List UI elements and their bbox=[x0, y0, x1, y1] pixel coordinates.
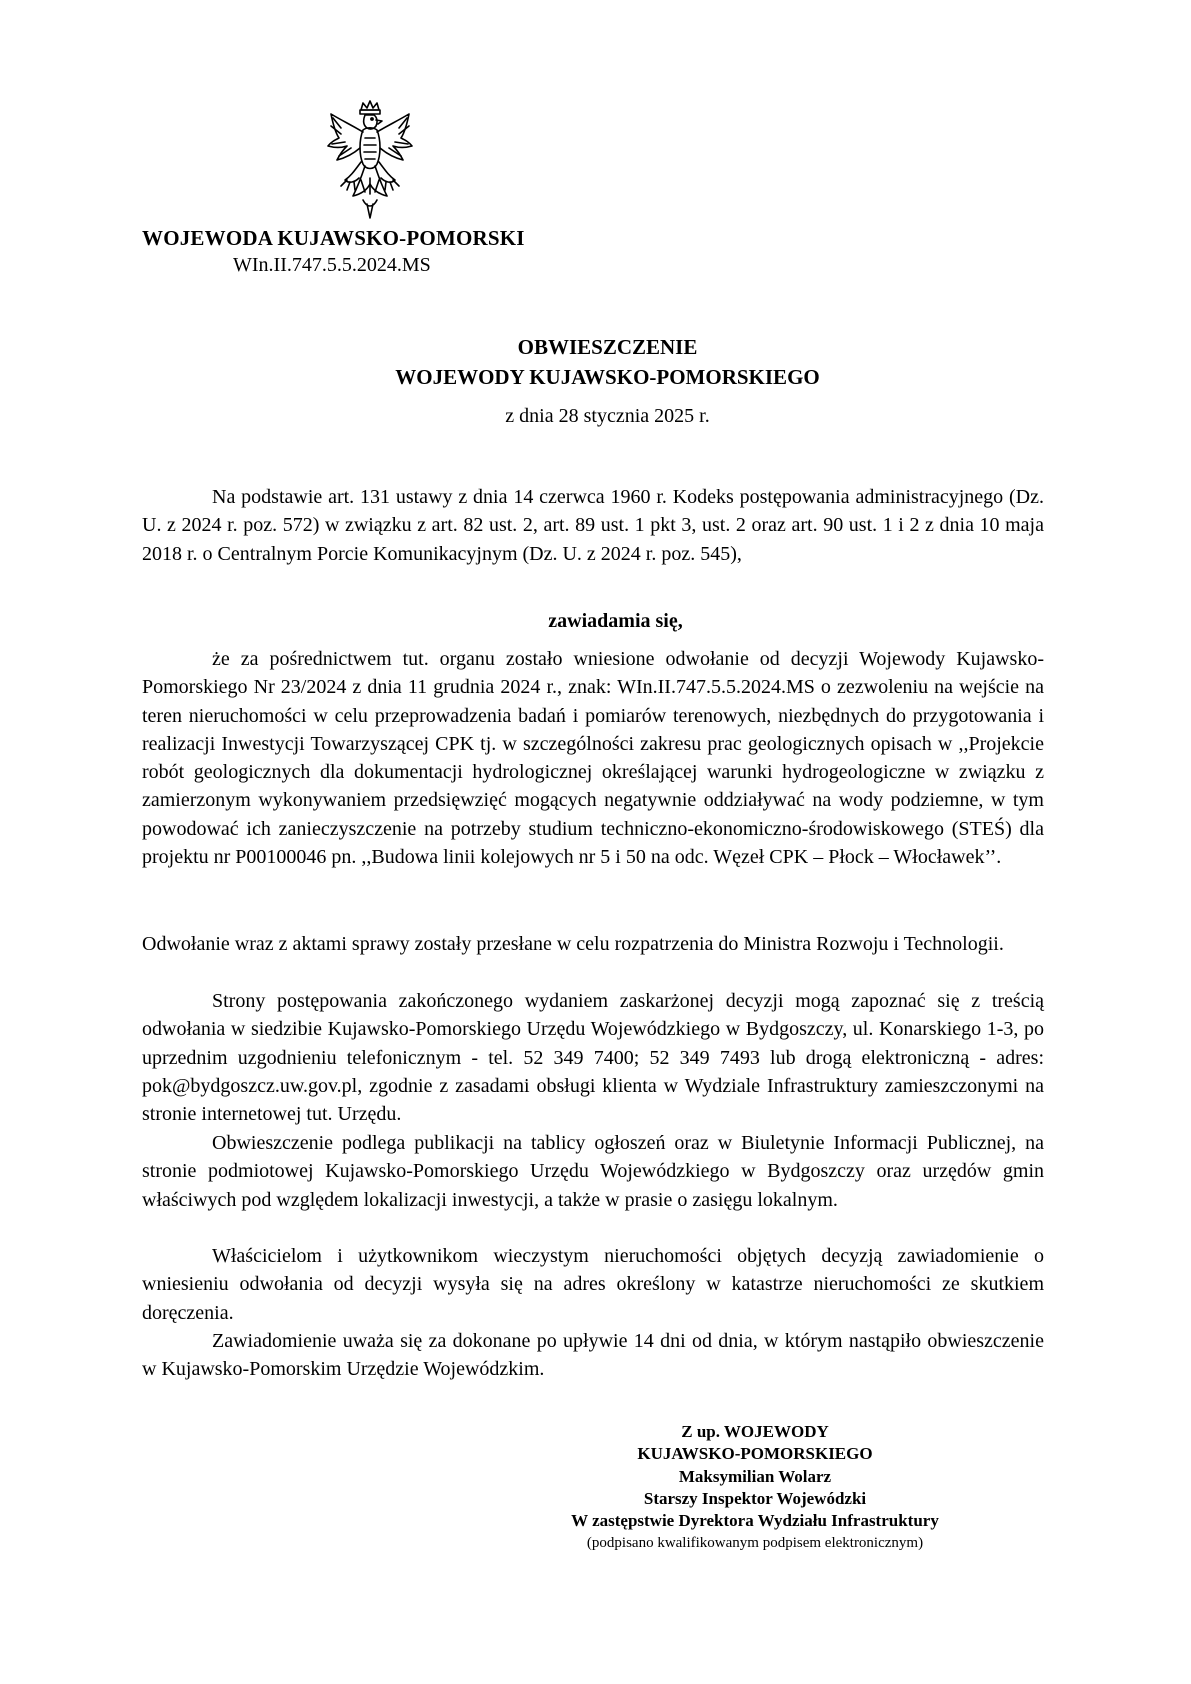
parties-text: Strony postępowania zakończonego wydaniem zaskarżonej decyzji mogą zapoznać się z treścią odwołania w siedzibie Kujawsko-Pomorskiego Urzędu Wojewódzkiego w Bydgoszczy, ul. Konarskiego 1-3, po uprzednim uzgodnieniu telefonicznym - tel. 52 349 7400; 52 349 7493 lub drogą elektroniczną - adres: pok@bydgoszcz.uw.gov.pl, zgodnie z zasadami obsługi klienta w Wydziale Infrastruktury zamieszczonymi na stronie internetowej tut. Urzędu. bbox=[142, 990, 1044, 1126]
parties-paragraph bbox=[142, 987, 1044, 1128]
signature-block bbox=[545, 1421, 965, 1555]
signatory-position: Starszy Inspektor Wojewódzki bbox=[643, 1488, 867, 1508]
document-title: OBWIESZCZENIE bbox=[517, 335, 698, 359]
owners-text: Właścicielom i użytkownikom wieczystym nieruchomości objętych decyzją zawiadomienie o wniesieniu odwołania od decyzji wysyła się na adres określony w katastrze nieruchomości ze skutkiem doręczenia. bbox=[142, 1245, 1044, 1324]
case-reference-number: WIn.II.747.5.5.2024.MS bbox=[233, 254, 431, 276]
signatory-name: Maksymilian Wolarz bbox=[678, 1466, 832, 1486]
transfer-paragraph bbox=[142, 930, 1044, 958]
transfer-text: Odwołanie wraz z aktami sprawy zostały przesłane w celu rozpatrzenia do Ministra Rozwoju i Technologii. bbox=[142, 933, 1004, 955]
main-paragraph bbox=[142, 645, 1044, 871]
notice-heading: zawiadamia się, bbox=[548, 610, 683, 632]
legal-basis-text: Na podstawie art. 131 ustawy z dnia 14 czerwca 1960 r. Kodeks postępowania administracyjnego (Dz. U. z 2024 r. poz. 572) w związku z art. 82 ust. 2, art. 89 ust. 1 pkt 3, ust. 2 oraz art. 90 ust. 1 i 2 z dnia 10 maja 2018 r. o Centralnym Porcie Komunikacyjnym (Dz. U. z 2024 r. poz. 545), bbox=[142, 486, 1044, 565]
signature-authorization: Z up. WOJEWODY bbox=[681, 1422, 829, 1441]
main-text: że za pośrednictwem tut. organu zostało wniesione odwołanie od decyzji Wojewody Kujawsko-Pomorskiego Nr 23/2024 z dnia 11 grudnia 2024 r., znak: WIn.II.747.5.5.2024.MS o zezwoleniu na wejście na teren nieruchomości w celu przeprowadzenia badań i pomiarów terenowych, niezbędnych do przygotowania i realizacji Inwestycji Towarzyszącej CPK tj. w szczególności zakresu prac geologicznych opisach w ,,Projekcie robót geologicznych dla dokumentacji hydrologicznej określającej warunki hydrogeologiczne w związku z zamierzonym wykonywaniem przedsięwzięć mogących negatywnie oddziaływać na wody podziemne, w tym powodować ich zanieczyszczenie na potrzeby studium techniczno-ekonomiczno-środowiskowego (STEŚ) dla projektu nr P00100046 pn. ,,Budowa linii kolejowych nr 5 i 50 na odc. Węzeł CPK – Płock – Włocławek’’. bbox=[142, 648, 1044, 869]
document-date: z dnia 28 stycznia 2025 r. bbox=[505, 405, 710, 427]
publication-text: Obwieszczenie podlega publikacji na tablicy ogłoszeń oraz w Biuletynie Informacji Publicznej, na stronie podmiotowej Kujawsko-Pomorskiego Urzędu Wojewódzkiego w Bydgoszczy oraz urzędów gmin właściwych pod względem lokalizacji inwestycji, a także w prasie o zasięgu lokalnym. bbox=[142, 1132, 1044, 1211]
publication-paragraph bbox=[142, 1129, 1044, 1214]
signature-note: (podpisano kwalifikowanym podpisem elektronicznym) bbox=[586, 1535, 924, 1552]
owners-paragraph bbox=[142, 1242, 1044, 1327]
effect-text: Zawiadomienie uważa się za dokonane po upływie 14 dni od dnia, w którym nastąpiło obwieszczenie w Kujawsko-Pomorskim Urzędzie Wojewódzkim. bbox=[142, 1330, 1044, 1381]
document-title-issuer: WOJEWODY KUJAWSKO-POMORSKIEGO bbox=[395, 365, 820, 389]
signature-office: KUJAWSKO-POMORSKIEGO bbox=[637, 1444, 873, 1464]
authority-name: WOJEWODA KUJAWSKO-POMORSKI bbox=[142, 226, 525, 250]
effect-paragraph bbox=[142, 1327, 1044, 1384]
signatory-deputy-role: W zastępstwie Dyrektora Wydziału Infrastruktury bbox=[571, 1511, 939, 1531]
legal-basis-paragraph bbox=[142, 483, 1044, 568]
polish-eagle-emblem-icon bbox=[325, 100, 415, 222]
